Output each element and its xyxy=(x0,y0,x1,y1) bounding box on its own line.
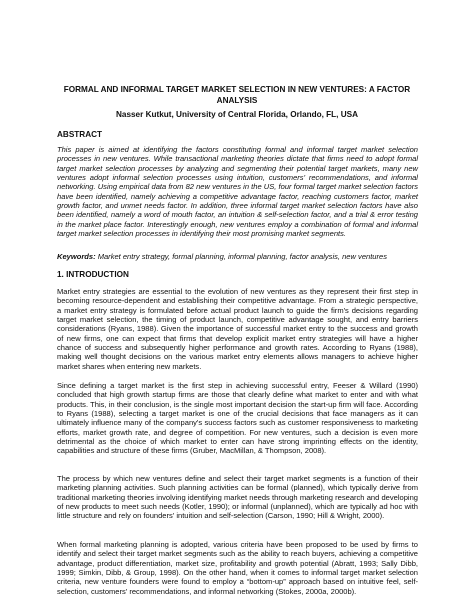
keywords-text: Market entry strategy, formal planning, informal planning, factor analysis, new ventures xyxy=(95,252,387,261)
intro-paragraph-4: When formal marketing planning is adopted, various criteria have been proposed to be used by firms to identify and select their target market segments such as the ability to reach buyers, achieving a competitive advantage, product differentiation, market size, profitability and growth potential (Abratt, 1993; Sally Dibb, 1999; Simkin, Dibb, & Group, 1998). On the other hand, when it comes to informal target market selection criteria, new venture founders were found to employ a “bottom-up” approach based on intuitive feel, self-selection, customers' recommendations, and informal networking (Stokes, 2000a, 2000b). xyxy=(57,540,418,596)
abstract-heading: ABSTRACT xyxy=(57,130,103,139)
keywords-line xyxy=(57,252,418,261)
abstract-text: This paper is aimed at identifying the factors constituting formal and informal target market selection processes in new ventures. While transactional marketing theories dictate that firms need to adopt formal target market selection processes by analyzing and segmenting their potential target markets, many new ventures adopt informal selection processes using intuition, customers' recommendations, and informal networking. Using empirical data from 82 new ventures in the US, four formal target market selection factors have been identified, namely achieving a competitive advantage factor, reaching customers factor, market growth factor, and unmet needs factor. In addition, three informal target market selection factors have also been identified, namely a word of mouth factor, an intuition & self-selection factor, and a trial & error testing in the market place factor. Interestingly enough, new ventures employ a combination of formal and informal target market selection processes in identifying their most promising market segments. xyxy=(57,145,418,239)
author-line: Nasser Kutkut, University of Central Florida, Orlando, FL, USA xyxy=(115,110,359,119)
intro-paragraph-1: Market entry strategies are essential to the evolution of new ventures as they represent their first step in becoming resource-dependent and establishing their competitive advantage. From a strategic perspective, a market entry strategy is formulated before actual product launch to guide the firm's decisions regarding target market selection, the timing of product launch, competitive advantage sought, and entry barriers considerations (Ryans, 1988). Given the importance of successful market entry to the success and growth of new firms, one can expect that firms that develop explicit market entry strategies will have a higher chance of success and subsequently higher performance and growth rates. According to Ryans (1988), making well thought decisions on the various market entry elements allows managers to achieve higher market shares when entering new markets. xyxy=(57,287,418,371)
keywords-label: Keywords: xyxy=(57,252,96,261)
section-heading-introduction: 1. INTRODUCTION xyxy=(57,270,129,279)
intro-paragraph-2: Since defining a target market is the first step in achieving successful entry, Feeser & Willard (1990) concluded that high growth startup firms are those that clearly define what market to enter and with what products. This, in their conclusion, is the single most important decision the start-up firm will face. According to Ryans (1988), selecting a target market is one of the crucial decisions that face managers as it can ultimately influence many of the company's success factors such as customer responsiveness to marketing efforts, market growth rate, and degree of competition. For new ventures, such a decision is even more detrimental as the choice of which market to enter can have strong imprinting effects on the identity, capabilities and structure of these firms (Gruber, MacMillan, & Thompson, 2008). xyxy=(57,381,418,456)
paper-title: FORMAL AND INFORMAL TARGET MARKET SELECTION IN NEW VENTURES: A FACTOR ANALYSIS xyxy=(63,85,411,105)
intro-paragraph-3: The process by which new ventures define and select their target market segments is a function of their marketing planning activities. Such planning activities can be formal (planned), which typically derive from traditional marketing theories involving identifying market needs through marketing research and developing of new products to meet such needs (Kotler, 1990); or informal (unplanned), which are typically ad hoc with little structure and rely on founders' intuition and self-selection (Carson, 1990; Hill & Wright, 2000). xyxy=(57,474,418,521)
